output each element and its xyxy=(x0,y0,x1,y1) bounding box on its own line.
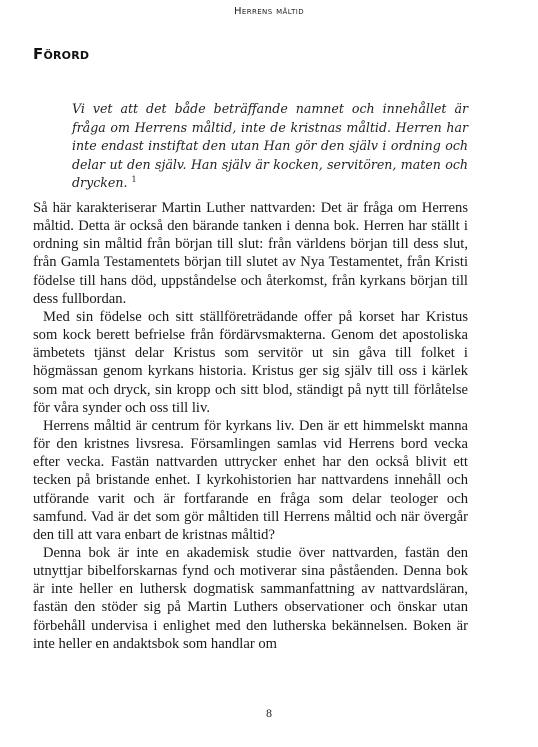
epigraph-text: Vi vet att det både beträffande namnet och innehållet är fråga om Herrens måltid, inte de kristnas måltid. Herren har inte endast instiftat den utan Han gör den själv i ordning och delar ut den själv. Han själv är kocken, servitören, maten och drycken. xyxy=(72,101,468,190)
paragraph: Med sin födelse och sitt ställföreträdande offer på korset har Kristus som kock berett befrielse från fördärvsmakterna. Genom det apostoliska ämbetets tjänst delar Kristus som servitör ut sin gåva till folket i högmässan genom kyrkans historia. Kristus ger sig själv till oss i kärlek som mat och dryck, sin kropp och sitt blod, ständigt på nytt till förlåtelse för våra synder och oss till liv. xyxy=(33,308,468,416)
page-number: 8 xyxy=(266,706,272,720)
epigraph-quote xyxy=(72,100,468,193)
paragraph: Så här karakteriserar Martin Luther nattvarden: Det är fråga om Herrens måltid. Detta är också den bärande tanken i denna bok. Herren har ställt i ordning sin måltid från början till slut: från världens början till dess slut, från Gamla Testamentets början till slutet av Nya Testamentet, från Kristi födelse till hans död, uppståndelse och återkomst, från kyrkans början till dess fullbordan. xyxy=(33,200,468,307)
footnote-reference[interactable]: 1 xyxy=(131,175,137,184)
paragraph: Herrens måltid är centrum för kyrkans liv. Den är ett himmelskt manna för den kristnes livsresa. Församlingen samlas vid Herrens bord vecka efter vecka. Fastän nattvarden uttrycker enhet har den också blivit ett tecken på bristande enhet. I kyrkohistorien har nattvardens innehåll och utförande varit och är fortfarande en fråga som delar teologer och samfund. Vad är det som gör måltiden till Herrens måltid och när övergår den till att vara enbart de kristnas måltid? xyxy=(33,417,468,543)
running-head: Herrens måltid xyxy=(233,6,305,17)
body-text xyxy=(33,199,468,653)
chapter-title: Förord xyxy=(33,45,90,63)
paragraph: Denna bok är inte en akademisk studie över nattvarden, fastän den utnyttjar bibelforskarnas fynd och motiverar sina påståenden. Denna bok är inte heller en luthersk dogmatisk sammanfattning av nattvardsläran, fastän den stöder sig på Martin Luthers observationer och önskar utan förbehåll undervisa i enlighet med den lutherska bekännelsen. Boken är inte heller en andaktsbok som handlar om xyxy=(33,544,468,652)
